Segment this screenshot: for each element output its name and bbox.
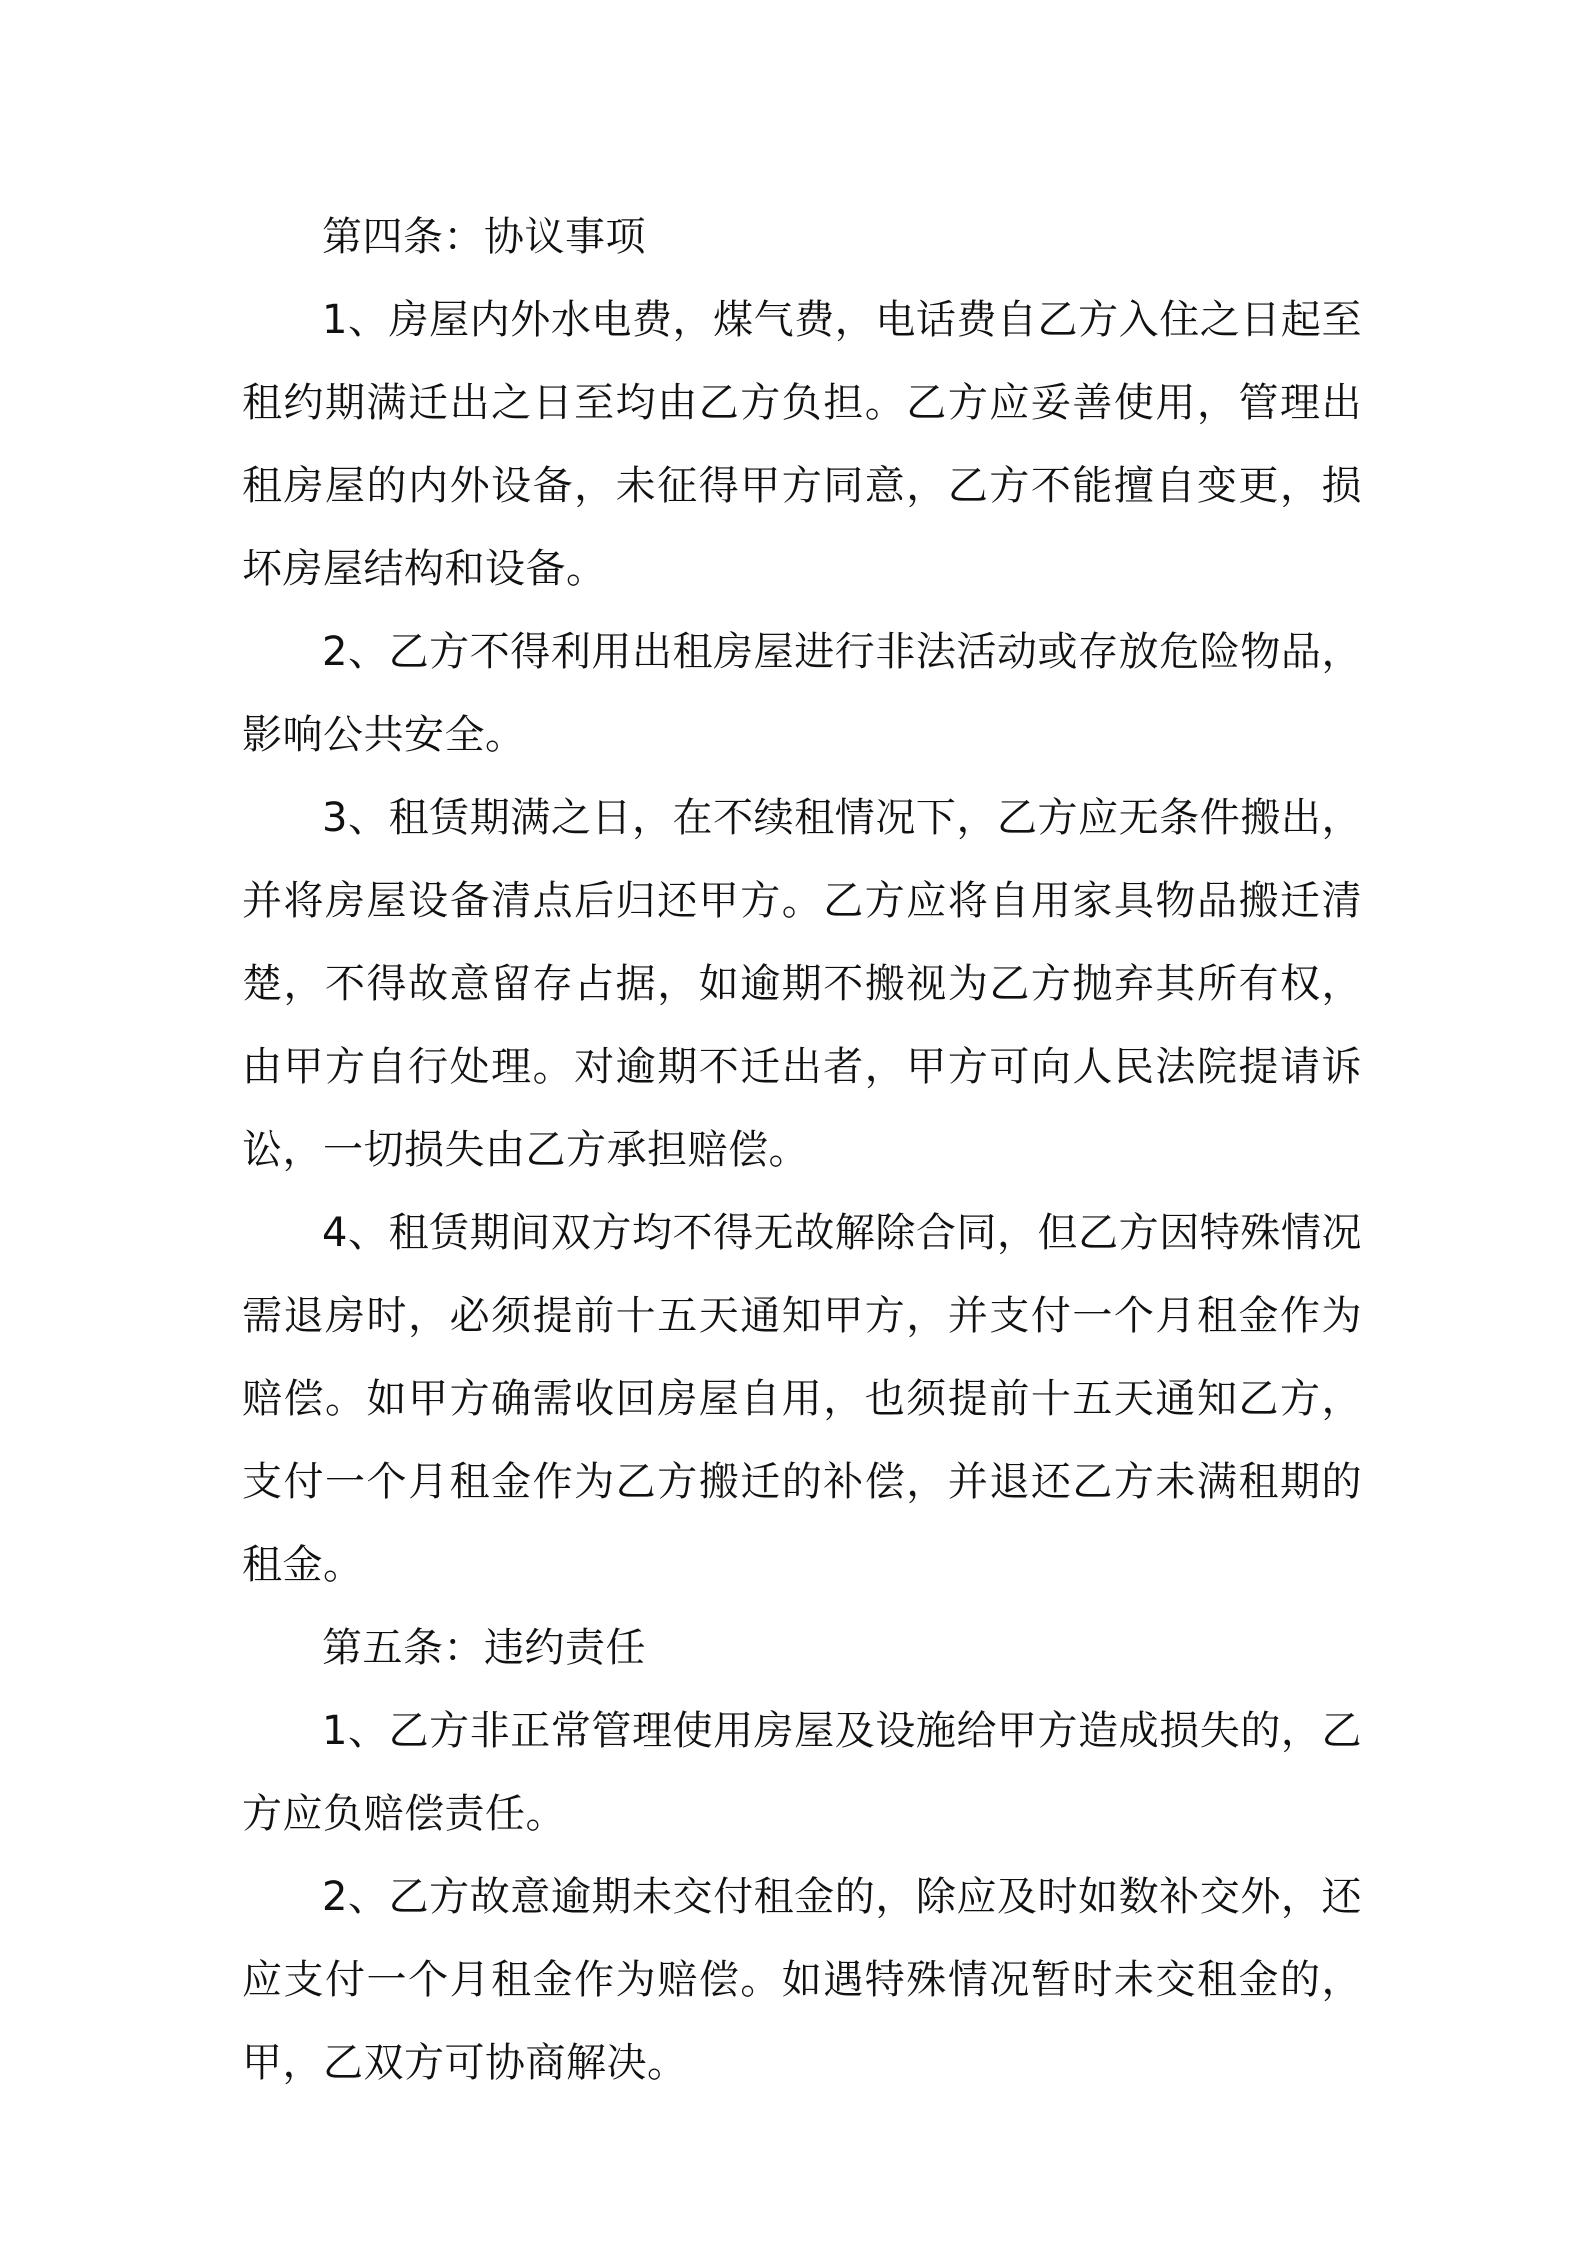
section-4-heading: 第四条：协议事项 (322, 214, 646, 260)
section-4-item-4: 4、租赁期间双方均不得无故解除合同，但乙方因特殊情况需退房时，必须提前十五天通知甲方，并支付一个月租金作为赔偿。如甲方确需收回房屋自用，也须提前十五天通知乙方，支付一个月租金作为乙方搬迁的补偿，并退还乙方未满租期的租金。 (242, 1210, 1362, 1588)
document-body (242, 196, 1362, 2105)
section-5-item-2: 2、乙方故意逾期未交付租金的，除应及时如数补交外，还应支付一个月租金作为赔偿。如遇特殊情况暂时未交租金的，甲，乙双方可协商解决。 (242, 1874, 1362, 2086)
section-4-item-3: 3、租赁期满之日，在不续租情况下，乙方应无条件搬出，并将房屋设备清点后归还甲方。乙方应将自用家具物品搬迁清楚，不得故意留存占据，如逾期不搬视为乙方抛弃其所有权，由甲方自行处理。对逾期不迁出者，甲方可向人民法院提请诉讼，一切损失由乙方承担赔偿。 (242, 795, 1362, 1173)
section-4-item-1: 1、房屋内外水电费，煤气费，电话费自乙方入住之日起至租约期满迁出之日至均由乙方负担。乙方应妥善使用，管理出租房屋的内外设备，未征得甲方同意，乙方不能擅自变更，损坏房屋结构和设备。 (242, 297, 1362, 592)
section-5-heading: 第五条：违约责任 (322, 1625, 646, 1671)
section-5-item-1: 1、乙方非正常管理使用房屋及设施给甲方造成损失的，乙方应负赔偿责任。 (242, 1708, 1362, 1837)
section-4-item-2: 2、乙方不得利用出租房屋进行非法活动或存放危险物品，影响公共安全。 (242, 629, 1362, 758)
